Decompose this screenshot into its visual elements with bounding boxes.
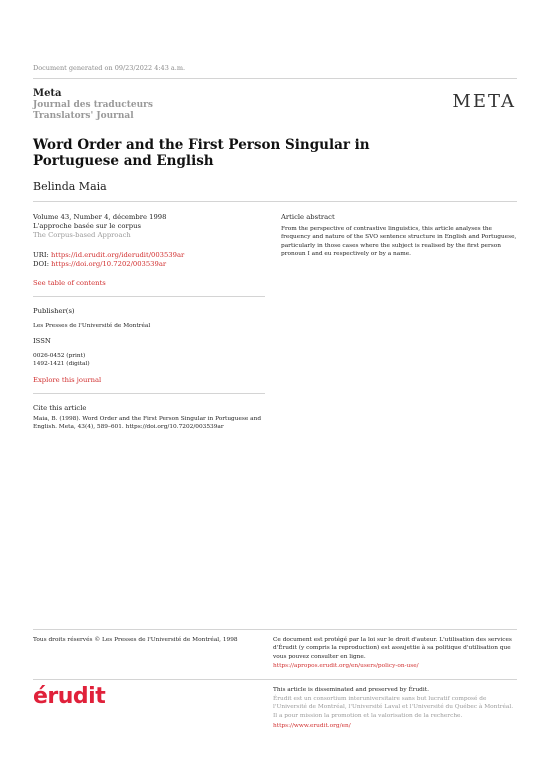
- abstract-heading: Article abstract: [281, 213, 335, 221]
- disseminated-notice: This article is disseminated and preserved by Érudit.: [273, 687, 429, 693]
- rights-notice: Tous droits réservés © Les Presses de l'Université de Montréal, 1998: [33, 637, 238, 643]
- doi-label: DOI:: [33, 260, 49, 268]
- copyright-notice: Ce document est protégé par la loi sur le droit d'auteur. L'utilisation des services d'Érudit (y compris la reproduction) est assujettie à sa politique d'utilisation que vous pouvez consulter en ligne.: [273, 637, 512, 660]
- issn-heading: ISSN: [33, 337, 51, 345]
- erudit-logo: érudit: [33, 684, 106, 709]
- journal-title-fr: Journal des traducteurs: [33, 100, 153, 110]
- uri-label: URI:: [33, 251, 49, 259]
- issue-theme-en: The Corpus-based Approach: [33, 231, 131, 239]
- cite-heading: Cite this article: [33, 404, 87, 412]
- journal-name: Meta: [33, 88, 62, 99]
- uri-link[interactable]: https://id.erudit.org/iderudit/003539ar: [51, 251, 185, 259]
- consortium-notice: Érudit est un consortium interuniversitaire sans but lucratif composé de l'Université de Montréal, l'Université Laval et l'Université du Québec à Montréal. Il a pour mission la promotion et la valorisation de la recherche.: [273, 696, 514, 719]
- article-title: Word Order and the First Person Singular in Portuguese and English: [33, 137, 370, 169]
- issue-volume: Volume 43, Number 4, décembre 1998: [33, 213, 167, 221]
- issn-print: 0026-0452 (print): [33, 353, 86, 359]
- issue-theme-fr: L'approche basée sur le corpus: [33, 222, 141, 230]
- meta-logo: META: [452, 91, 516, 112]
- explore-journal-link[interactable]: Explore this journal: [33, 376, 102, 384]
- divider: [33, 393, 265, 394]
- publisher-name: Les Presses de l'Université de Montréal: [33, 323, 151, 329]
- divider: [33, 679, 517, 680]
- publisher-heading: Publisher(s): [33, 307, 75, 315]
- divider: [33, 78, 517, 79]
- generated-timestamp: Document generated on 09/23/2022 4:43 a.m.: [33, 64, 186, 72]
- journal-title-en: Translators' Journal: [33, 111, 134, 121]
- uri-line: [33, 251, 265, 260]
- abstract-text: From the perspective of contrastive linguistics, this article analyses the frequency and nature of the SVO sentence structure in English and Portuguese, particularly in those cases where the subject is realised by the first person pronoun I and eu respectively or by a name.: [281, 226, 517, 258]
- divider: [33, 629, 517, 630]
- issn-digital: 1492-1421 (digital): [33, 361, 90, 367]
- policy-link[interactable]: https://apropos.erudit.org/en/users/policy-on-use/: [273, 663, 419, 669]
- cite-text: Maia, B. (1998). Word Order and the First Person Singular in Portuguese and English. Meta, 43(4), 589–601. https://doi.org/10.7202/003539ar: [33, 416, 262, 431]
- article-author: Belinda Maia: [33, 180, 107, 193]
- toc-link[interactable]: See table of contents: [33, 279, 106, 287]
- doi-link[interactable]: https://doi.org/10.7202/003539ar: [51, 260, 167, 268]
- doi-line: [33, 260, 265, 269]
- divider: [33, 296, 265, 297]
- erudit-link[interactable]: https://www.erudit.org/en/: [273, 723, 351, 729]
- divider: [33, 201, 517, 202]
